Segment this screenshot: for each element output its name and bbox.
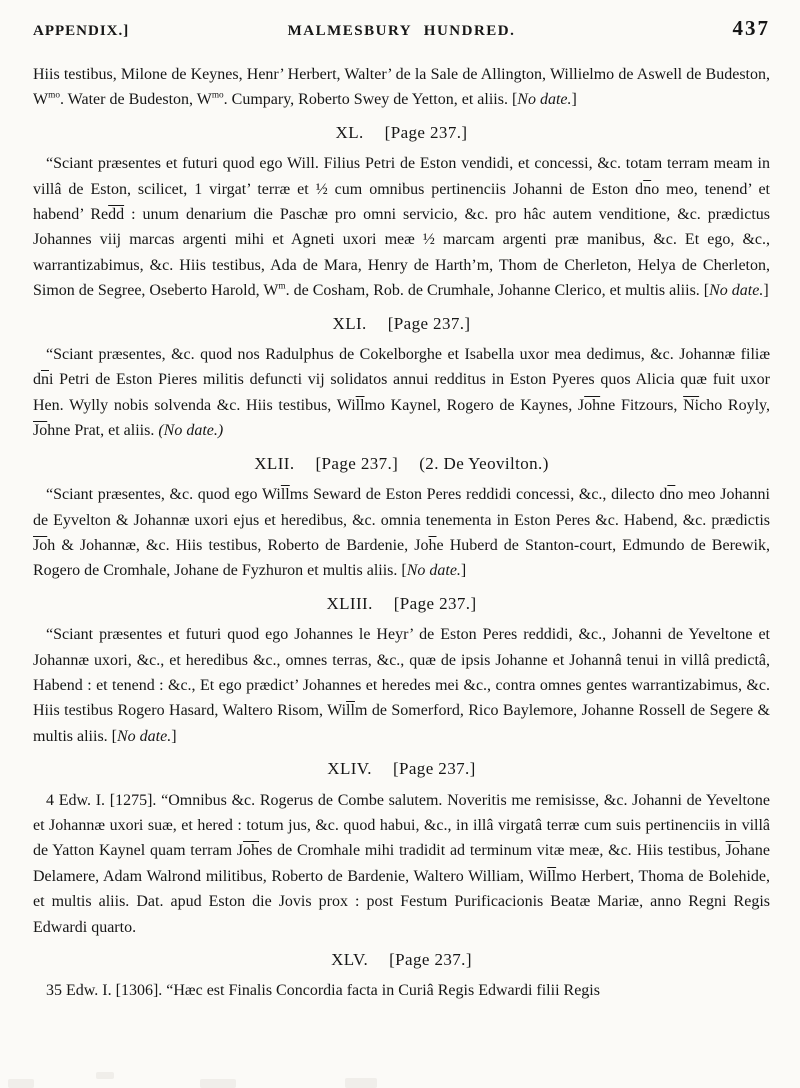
text-run: $\overline{Jo}$	[725, 842, 740, 860]
text-run: XLV.	[331, 950, 369, 969]
text-run: . de Cosham, Rob. de Crumhale, Johanne Clerico, et multis aliis. [	[285, 282, 710, 300]
running-title-left: APPENDIX.]	[33, 23, 130, 39]
text-run: “Sciant præsentes, &c. quod nos Radulphus de Cokelborghe et Isabella uxor mea dedimus, &c. Johannæ filiæ d	[33, 346, 770, 389]
text-run: $\overline{Ni}$	[683, 396, 700, 414]
text-run: i Petri de Eston Pieres militis defuncti vij solidatos annui redditus in Eston Pyeres quos Alicia quæ fuit uxor Hen. Wylly nobis solvenda &c. Hiis testibus, Wi	[33, 371, 770, 414]
charter-paragraph	[33, 978, 770, 1003]
page-number: 437	[732, 16, 770, 40]
text-run: XL.	[335, 122, 364, 142]
text-run: ]	[171, 727, 177, 745]
text-run: $\overline{h}$	[428, 536, 437, 554]
text-run: ]	[763, 282, 769, 300]
text-run: e Huberd de Stanton-court, Edmundo de Berewik, Rogero de Cromhale, Johane de Fyzhuron et multis aliis. [	[33, 536, 770, 580]
text-run: [Page 237.]	[387, 313, 471, 333]
charter-paragraph	[33, 151, 770, 303]
charter-paragraph	[33, 342, 770, 444]
page-header	[33, 16, 770, 41]
text-run: $\overline{oh}$	[584, 396, 601, 414]
text-run: [Page 237.]	[384, 122, 468, 142]
text-run: cho Royly,	[699, 396, 770, 414]
text-run: [Page 237.]	[389, 950, 472, 969]
text-run: $\overline{Jo}$	[33, 422, 48, 440]
text-run: mo	[48, 91, 60, 102]
text-run: [Page 237.]	[315, 453, 399, 473]
text-run: mo	[211, 91, 224, 102]
text-run: $\overline{n}$	[643, 180, 652, 198]
text-run: [Page 237.]	[393, 593, 477, 613]
charter-paragraph	[33, 622, 770, 749]
text-run: (No date.)	[158, 422, 224, 440]
text-run: No date.	[406, 562, 461, 580]
section-heading	[33, 947, 770, 972]
text-run: $\overline{ll}$	[346, 702, 355, 720]
text-run: . Cumpary, Roberto Swey de Yetton, et aliis. [	[223, 91, 518, 109]
section-heading	[33, 120, 770, 145]
text-run: ms Seward de Eston Peres reddidi concessi, &c., dilecto d	[289, 486, 668, 504]
charter-paragraph	[33, 482, 770, 584]
section-heading	[33, 591, 770, 616]
text-run: $\overline{dd}$	[108, 206, 125, 224]
scan-smudge	[8, 1079, 34, 1088]
text-run: $\overline{n}$	[41, 371, 49, 389]
charter-paragraph	[33, 788, 770, 940]
text-run: “Sciant præsentes, &c. quod ego Wi	[46, 486, 281, 504]
text-run: XLI.	[332, 313, 367, 333]
text-run: hane Delamere, Adam Walrond militibus, Roberto de Bardenie, Waltero William, Wi	[33, 842, 770, 885]
text-run: XLII.	[254, 453, 295, 473]
text-run: es de Cromhale mihi tradidit ad terminum vitæ meæ, &c. Hiis testibus,	[259, 842, 726, 860]
text-run: XLIII.	[326, 593, 373, 613]
text-run: No date.	[117, 727, 172, 745]
text-run: Hiis testibus, Milone de Keynes, Henr’ Herbert, Walter’ de la Sale de Allington, Willielmo de Aswell de Budeston, W	[33, 66, 770, 109]
text-run: No date.	[709, 282, 764, 300]
text-run: XLIV.	[327, 759, 372, 779]
text-run: . Water de Budeston, W	[59, 91, 212, 109]
text-run: No date.	[517, 91, 572, 109]
text-run: o meo, tenend’ et habend’ Re	[33, 180, 771, 224]
text-run: m	[278, 281, 286, 292]
scan-smudge	[345, 1078, 377, 1088]
text-run: $\overline{ll}$	[547, 867, 557, 885]
text-run: $\overline{Jo}$	[33, 536, 48, 554]
page-body	[33, 62, 770, 1004]
text-run: ]	[571, 91, 577, 109]
text-run: ]	[460, 562, 467, 580]
scan-smudge	[96, 1072, 114, 1079]
section-heading	[33, 451, 770, 476]
text-run: [Page 237.]	[392, 759, 476, 779]
text-run: m de Somerford, Rico Baylemore, Johanne Rossell de Segere & multis aliis. [	[33, 702, 771, 745]
text-run: hne Prat, et aliis.	[47, 422, 159, 440]
section-heading	[33, 756, 770, 781]
text-run: 35 Edw. I. [1306]. “Hæc est Finalis Concordia facta in Curiâ Regis Edwardi filii Regis	[46, 982, 600, 1000]
text-run: $\overline{ll}$	[280, 486, 290, 504]
text-run: $\overline{oh}$	[243, 842, 260, 860]
text-run: “Sciant præsentes et futuri quod ego Johannes le Heyr’ de Eston Peres reddidi, &c., Johanni de Yeveltone et Johannæ uxori, &c., et heredibus &c., omnes terras, &c., quæ de ipsis Johanne et Johannâ tenui in villâ predictâ, Habend : et tenend : &c., Et ego prædict’ Johannes et heredes mei &c., contra omnes gentes warrantizabimus, &c. Hiis testibus Rogero Hasard, Waltero Risom, Wi	[33, 626, 770, 720]
text-run: 4 Edw. I. [1275]. “Omnibus &c. Rogerus de Combe salutem. Noveritis me remisisse, &c. Johanni de Yeveltone et Johannæ uxori suæ, et hered : totum jus, &c. quod habui, &c., in illâ virgatâ terræ cum suis pertinenciis in villâ de Yatton Kaynel quam terram J	[33, 791, 770, 860]
text-run: “Sciant præsentes et futuri quod ego Will. Filius Petri de Eston vendidi, et concessi, &c. totam terram meam in villâ de Eston, scilicet, 1 virgat’ terræ et ½ cum omnibus pertinenciis Johanni de Eston d	[33, 155, 770, 198]
text-run: $\overline{ll}$	[355, 396, 365, 414]
text-run: o meo Johanni de Eyvelton & Johannæ uxori ejus et heredibus, &c. omnia tenementa in Eston Peres &c. Habend, &c. prædictis	[33, 486, 771, 529]
text-run: ne Fitzours,	[600, 396, 684, 414]
text-run: $\overline{n}$	[667, 486, 676, 504]
running-title-center: MALMESBURY HUNDRED.	[287, 23, 516, 39]
section-heading	[33, 311, 770, 336]
charter-paragraph	[33, 62, 770, 113]
text-run: mo Kaynel, Rogero de Kaynes, J	[364, 396, 585, 414]
text-run: (2. De Yeovilton.)	[419, 453, 549, 473]
text-run: h & Johannæ, &c. Hiis testibus, Roberto de Bardenie, Jo	[47, 536, 429, 554]
text-run: mo Herbert, Thoma de Bolehide, et multis aliis. Dat. apud Eston die Jovis prox : post Festum Purificacionis Beatæ Mariæ, anno Regni Regis Edwardi quarto.	[33, 867, 770, 936]
scan-smudge	[200, 1079, 236, 1088]
text-run: : unum denarium die Paschæ pro omni servicio, &c. pro hâc autem venditione, &c. prædictus Johannes viij marcas argenti mihi et Agneti uxori meæ ½ marcam argenti præ manibus, &c. Et ego, &c., warrantizabimus, &c. Hiis testibus, Ada de Mara, Henry de Harth’m, Thom de Cherleton, Helya de Cherleton, Simon de Segree, Oseberto Harold, W	[33, 206, 771, 300]
